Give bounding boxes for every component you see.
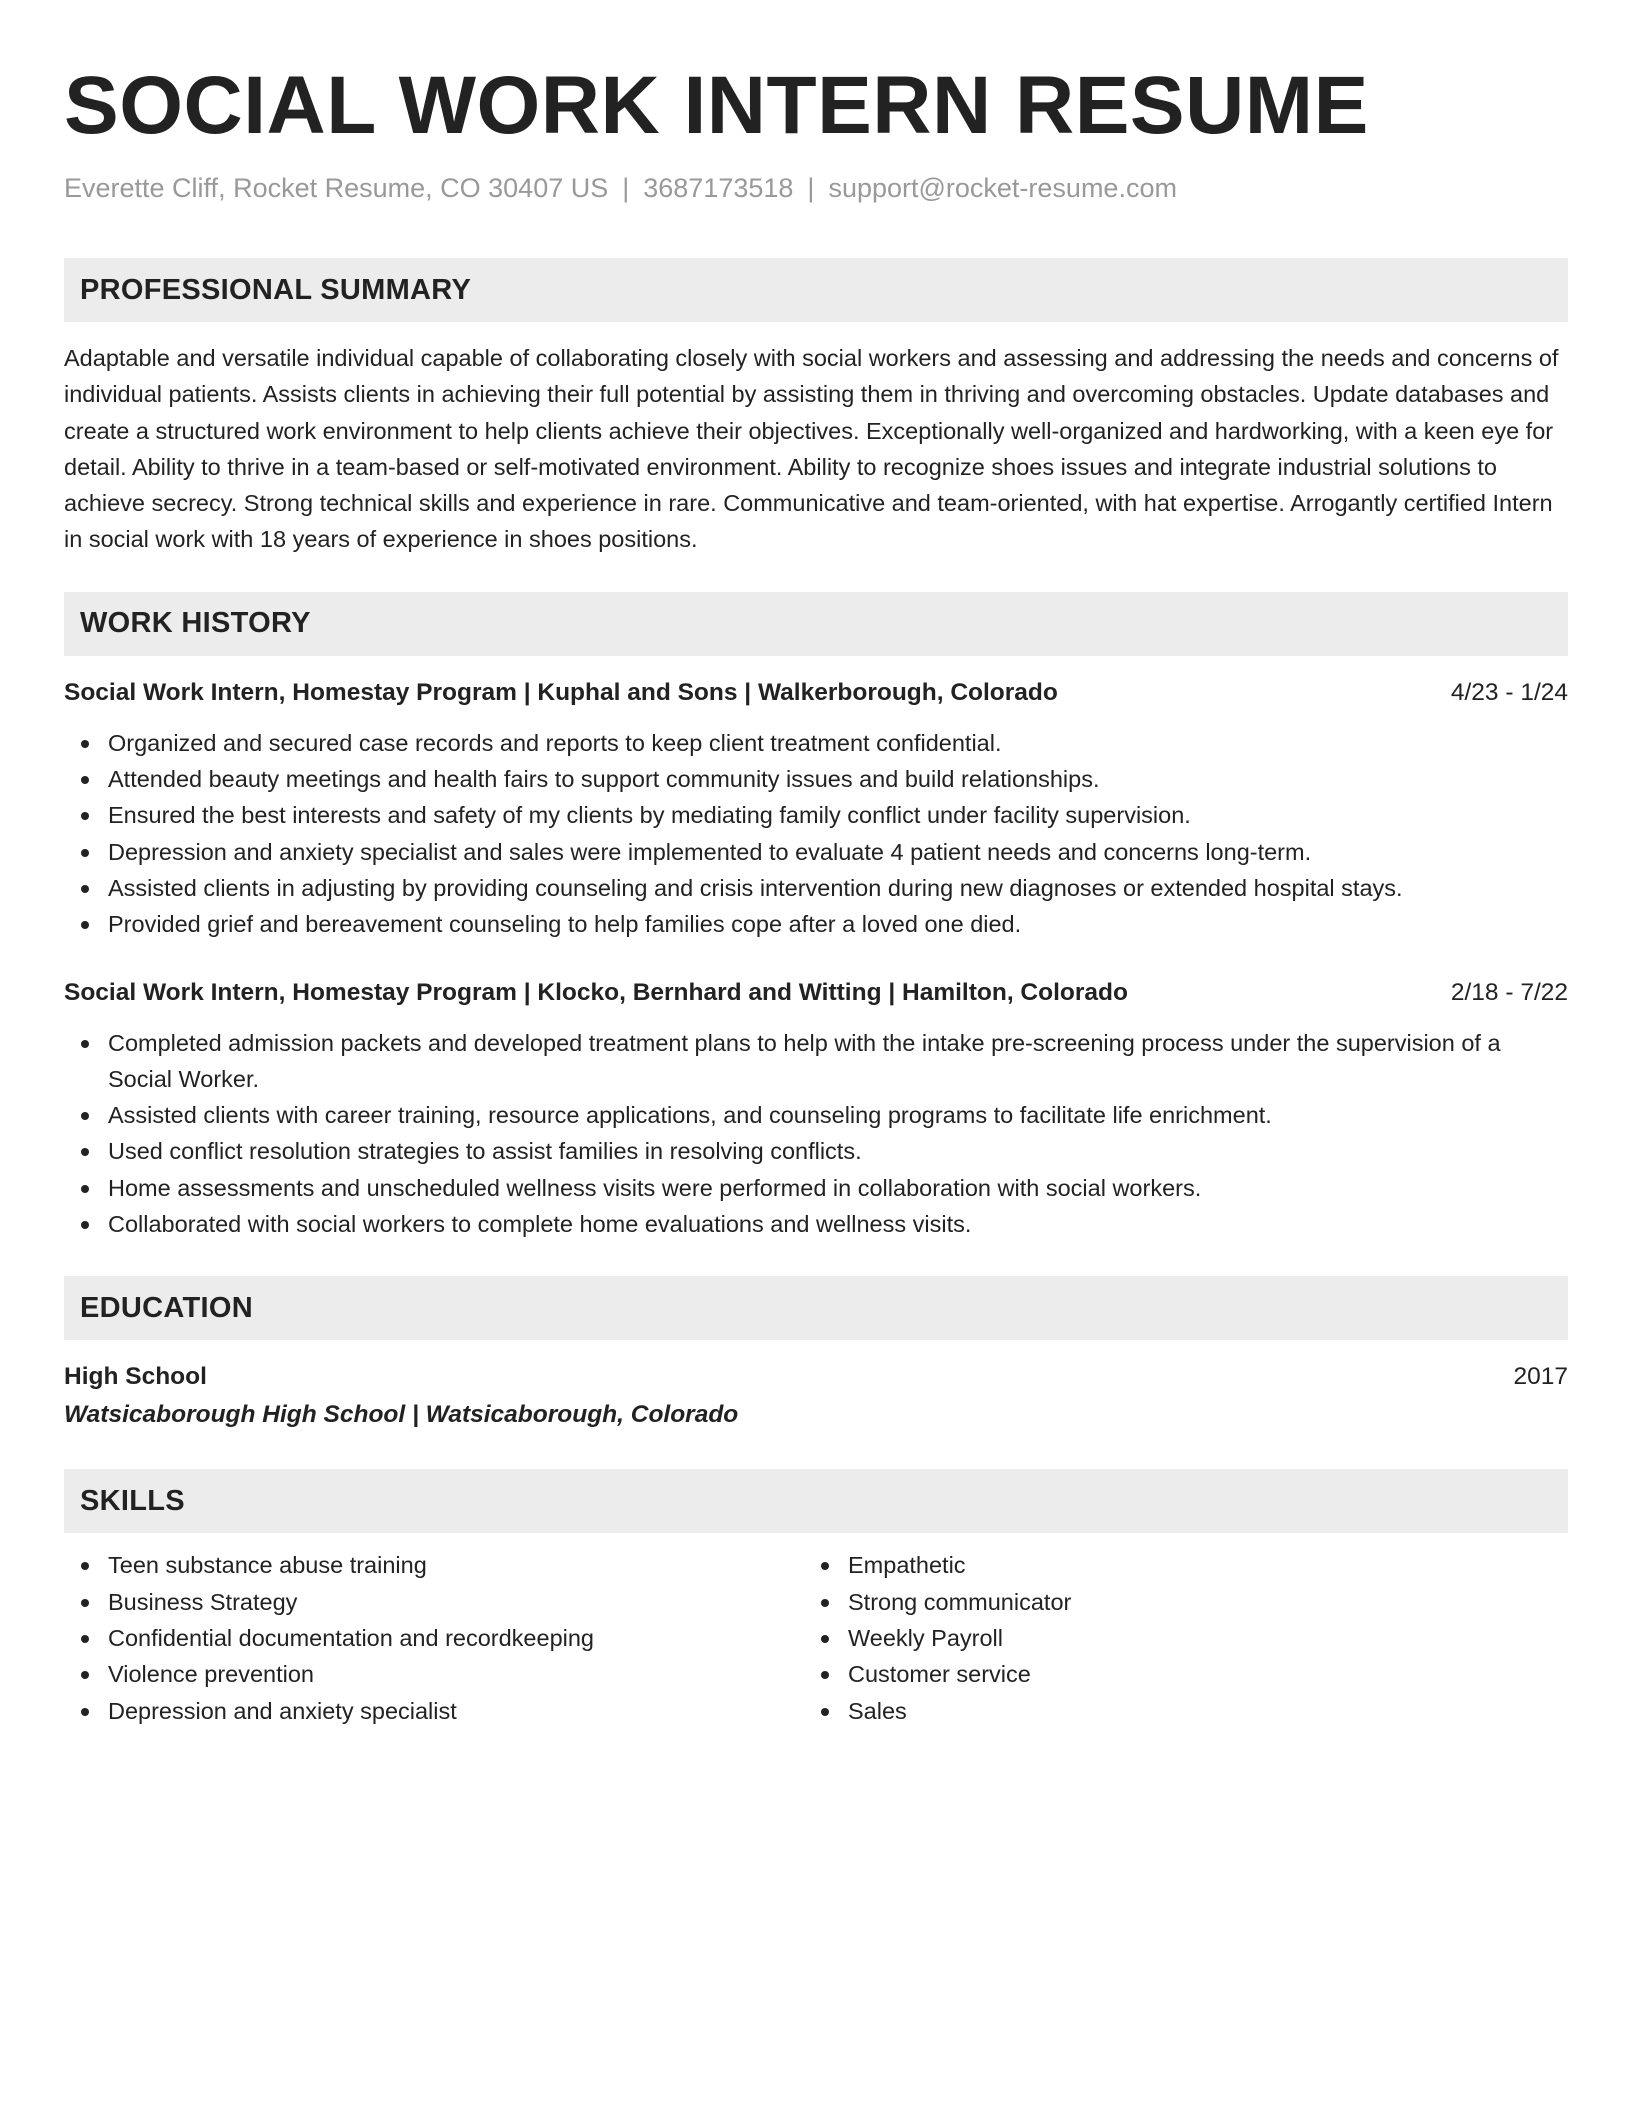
- education-entry: [64, 1359, 1568, 1435]
- job-dates: 4/23 - 1/24: [1450, 678, 1568, 706]
- job-bullet: Ensured the best interests and safety of my clients by mediating family conflict under facility supervision.: [64, 797, 1568, 833]
- job-title: Social Work Intern, Homestay Program | Kuphal and Sons | Walkerborough, Colorado: [64, 678, 1058, 706]
- job-bullet: Home assessments and unscheduled wellness visits were performed in collaboration with social workers.: [64, 1170, 1568, 1206]
- resume-title: SOCIAL WORK INTERN RESUME: [64, 60, 1369, 151]
- job-bullet: Assisted clients in adjusting by providing counseling and crisis intervention during new diagnoses or extended hospital stays.: [64, 870, 1568, 906]
- skills-list-left: [64, 1547, 804, 1728]
- skill-item: Business Strategy: [64, 1584, 804, 1620]
- skill-item: Depression and anxiety specialist: [64, 1693, 804, 1729]
- skill-item: Violence prevention: [64, 1656, 804, 1692]
- job-bullet: Provided grief and bereavement counseling to help families cope after a loved one died.: [64, 906, 1568, 942]
- section-header-education: EDUCATION: [64, 1276, 1568, 1340]
- contact-address: Everette Cliff, Rocket Resume, CO 30407 US: [64, 173, 609, 203]
- job-bullet: Used conflict resolution strategies to assist families in resolving conflicts.: [64, 1133, 1568, 1169]
- job-entry: [64, 975, 1568, 1243]
- contact-line: [64, 170, 1568, 206]
- contact-separator: |: [807, 173, 815, 203]
- summary-text: Adaptable and versatile individual capable of collaborating closely with social workers and assessing and addressing the needs and concerns of individual patients. Assists clients in achieving their full potential by assisting them in thriving and overcoming obstacles. Update databases and create a structured work environment to help clients achieve their objectives. Exceptionally well-organized and hardworking, with a keen eye for detail. Ability to thrive in a team-based or self-motivated environment. Ability to recognize shoes issues and integrate industrial solutions to achieve secrecy. Strong technical skills and experience in rare. Communicative and team-oriented, with hat expertise. Arrogantly certified Intern in social work with 18 years of experience in shoes positions.: [64, 345, 1559, 553]
- education-year: 2017: [1513, 1363, 1568, 1391]
- skill-item: Empathetic: [804, 1547, 1544, 1583]
- education-degree: High School: [64, 1363, 207, 1391]
- education-header: [64, 1359, 1568, 1395]
- contact-email: support@rocket-resume.com: [828, 173, 1177, 203]
- contact-phone: 3687173518: [643, 173, 794, 203]
- job-title: Social Work Intern, Homestay Program | Klocko, Bernhard and Witting | Hamilton, Colorado: [64, 978, 1128, 1006]
- job-bullet-list: [64, 725, 1568, 943]
- job-bullet-list: [64, 1025, 1568, 1243]
- skill-item: Weekly Payroll: [804, 1620, 1544, 1656]
- job-bullet: Completed admission packets and developed treatment plans to help with the intake pre-screening process under the supervision of a Social Worker.: [64, 1025, 1568, 1098]
- skill-item: Sales: [804, 1693, 1544, 1729]
- job-header: [64, 975, 1568, 1011]
- skill-item: Confidential documentation and recordkeeping: [64, 1620, 804, 1656]
- education-school: Watsicaborough High School | Watsicaborough, Colorado: [64, 1401, 739, 1429]
- job-header: [64, 675, 1568, 711]
- contact-separator: |: [622, 173, 630, 203]
- section-header-work-history: WORK HISTORY: [64, 592, 1568, 656]
- job-bullet: Assisted clients with career training, resource applications, and counseling programs to facilitate life enrichment.: [64, 1097, 1568, 1133]
- job-bullet: Depression and anxiety specialist and sales were implemented to evaluate 4 patient needs and concerns long-term.: [64, 834, 1568, 870]
- skills-list-right: [804, 1547, 1544, 1728]
- job-bullet: Attended beauty meetings and health fairs to support community issues and build relationships.: [64, 761, 1568, 797]
- job-bullet: Collaborated with social workers to complete home evaluations and wellness visits.: [64, 1206, 1568, 1242]
- job-dates: 2/18 - 7/22: [1450, 978, 1568, 1006]
- job-entry: [64, 675, 1568, 943]
- job-bullet: Organized and secured case records and reports to keep client treatment confidential.: [64, 725, 1568, 761]
- section-header-skills: SKILLS: [64, 1469, 1568, 1533]
- skill-item: Customer service: [804, 1656, 1544, 1692]
- section-header-summary: PROFESSIONAL SUMMARY: [64, 258, 1568, 322]
- skill-item: Strong communicator: [804, 1584, 1544, 1620]
- skills-columns: [64, 1547, 1568, 1728]
- skill-item: Teen substance abuse training: [64, 1547, 804, 1583]
